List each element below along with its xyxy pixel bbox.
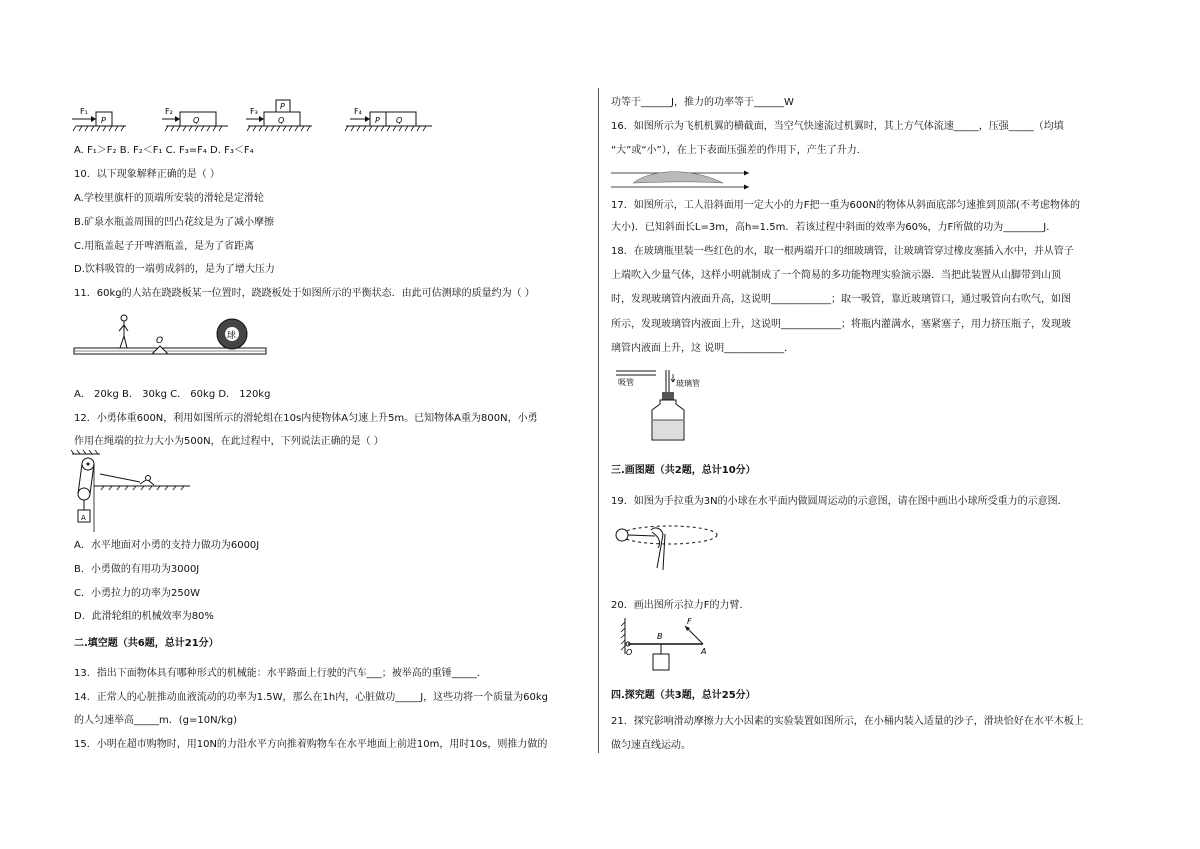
q18-bottle-figure	[616, 366, 726, 446]
q18-line-3: 时，发现玻璃管内液面升高，这说明____________；取一吸管，靠近玻璃管口，通过吸管向右吹气，如图	[611, 294, 1071, 305]
svg-text:吸管: 吸管	[618, 378, 634, 387]
q9-fig-3	[246, 100, 312, 131]
q17-line-1: 17．如图所示，工人沿斜面用一定大小的力F把一重为600N的物体从斜面底部匀速推到顶部(不考虑物体的	[611, 200, 1080, 211]
person-icon	[140, 476, 154, 486]
svg-text:O: O	[626, 648, 633, 657]
q12-stem-1: 12．小勇体重600N，利用如图所示的滑轮组在10s内使物体A匀速上升5m。已知物体A重为800N，小勇	[74, 413, 538, 424]
q10-option-c: C.用瓶盖起子开啤酒瓶盖，是为了省距离	[74, 241, 255, 252]
q18-line-5: 璃管内液面上升，这 说明____________．	[611, 343, 795, 354]
q16-line-2: “大”或“小”），在上下表面压强差的作用下，产生了升力．	[611, 145, 867, 156]
q13: 13．指出下面物体具有哪种形式的机械能：水平路面上行驶的汽车___；被举高的重锤_____．	[74, 668, 487, 679]
svg-text:F₂: F₂	[165, 107, 173, 116]
q12-option-b: B．小勇做的有用功为3000J	[74, 564, 200, 575]
section-2-title: 二.填空题（共6题，总计21分）	[74, 638, 219, 649]
svg-text:A: A	[81, 514, 86, 522]
svg-text:玻璃管: 玻璃管	[676, 379, 700, 388]
svg-text:P: P	[375, 116, 380, 125]
q10-option-a: A.学校里旗杆的顶端所安装的滑轮是定滑轮	[74, 193, 264, 204]
q19: 19．如图为手拉重为3N的小球在水平面内做圆周运动的示意图，请在图中画出小球所受重力的示意图．	[611, 496, 1068, 507]
q18-line-4: 所示，发现玻璃管内液面上升，这说明____________；将瓶内灌满水，塞紧塞子，用力挤压瓶子，发现玻	[611, 319, 1071, 330]
q18-line-1: 18．在玻璃瓶里装一些红色的水，取一根两端开口的细玻璃管，让玻璃管穿过橡皮塞插入水中，并从管子	[611, 246, 1074, 257]
svg-text:球: 球	[227, 331, 237, 341]
svg-text:Q: Q	[278, 116, 285, 125]
q17-line-2: 大小)．已知斜面长L=3m，高h=1.5m．若该过程中斜面的效率为60%，力F所做的功为________J．	[611, 222, 1057, 233]
svg-text:F₁: F₁	[80, 107, 88, 116]
q20-lever-figure	[617, 618, 717, 678]
person-icon	[119, 315, 128, 348]
q12-option-c: C．小勇拉力的功率为250W	[74, 588, 200, 599]
svg-text:F: F	[687, 617, 692, 626]
q12-option-d: D．此滑轮组的机械效率为80%	[74, 611, 214, 622]
q21-line-2: 做匀速直线运动。	[611, 740, 691, 751]
svg-text:B: B	[657, 632, 663, 641]
svg-text:P: P	[280, 102, 285, 111]
q11-stem: 11．60kg的人站在跷跷板某一位置时，跷跷板处于如图所示的平衡状态．由此可估测球的质量约为（ ）	[74, 288, 535, 299]
q15-line-2: 功等于______J，推力的功率等于______W	[611, 97, 794, 108]
svg-text:P: P	[101, 116, 106, 125]
svg-text:O: O	[156, 336, 164, 346]
q16-line-1: 16．如图所示为飞机机翼的横截面，当空气快速流过机翼时，其上方气体流速_____，压强_____（均填	[611, 121, 1064, 132]
column-divider	[598, 88, 599, 753]
q10-option-b: B.矿泉水瓶盖周围的凹凸花纹是为了减小摩擦	[74, 217, 275, 228]
q20: 20．画出图所示拉力F的力臂．	[611, 600, 750, 611]
svg-text:Q: Q	[193, 116, 200, 125]
section-3-title: 三.画图题（共2题，总计10分）	[611, 465, 756, 476]
q9-fig-2	[162, 107, 228, 131]
q12-option-a: A．水平地面对小勇的支持力做功为6000J	[74, 540, 260, 551]
q16-wing-figure	[611, 165, 751, 195]
q9-fig-1	[72, 107, 126, 131]
q9-fig-4	[345, 107, 432, 131]
svg-text:F₃: F₃	[250, 107, 258, 116]
q11-options: A． 20kg B． 30kg C． 60kg D． 120kg	[74, 389, 271, 400]
svg-text:Q: Q	[396, 116, 403, 125]
q11-figure	[72, 310, 272, 370]
q9-options: A. F₁＞F₂ B. F₂＜F₁ C. F₃=F₄ D. F₃＜F₄	[74, 145, 254, 156]
q12-stem-2: 作用在绳端的拉力大小为500N，在此过程中，下列说法正确的是（ ）	[74, 436, 384, 447]
q21-line-1: 21．探究影响滑动摩擦力大小因素的实验装置如图所示，在小桶内装入适量的沙子，滑块恰好在水平木板上	[611, 716, 1084, 727]
q14-line-1: 14．正常人的心脏推动血液流动的功率为1.5W，那么在1h内，心脏做功_____J，这些功将一个质量为60kg	[74, 692, 549, 703]
section-4-title: 四.探究题（共3题，总计25分）	[611, 690, 756, 701]
q14-line-2: 的人匀速举高_____m．(g=10N/kg)	[74, 715, 237, 726]
q12-figure	[70, 452, 200, 532]
q19-figure	[611, 514, 721, 584]
q10-option-d: D.饮料吸管的一端剪成斜的，是为了增大压力	[74, 264, 275, 275]
q15-line-1: 15．小明在超市购物时，用10N的力沿水平方向推着购物车在水平地面上前进10m，用时10s，则推力做的	[74, 739, 548, 750]
svg-text:A: A	[701, 647, 707, 656]
svg-text:F₄: F₄	[354, 107, 362, 116]
q9-figure	[68, 100, 448, 140]
q10-stem: 10．以下现象解释正确的是（ ）	[74, 169, 220, 180]
q18-line-2: 上端吹入少量气体，这样小明就制成了一个简易的多功能物理实验演示器．当把此装置从山脚带到山顶	[611, 270, 1061, 281]
